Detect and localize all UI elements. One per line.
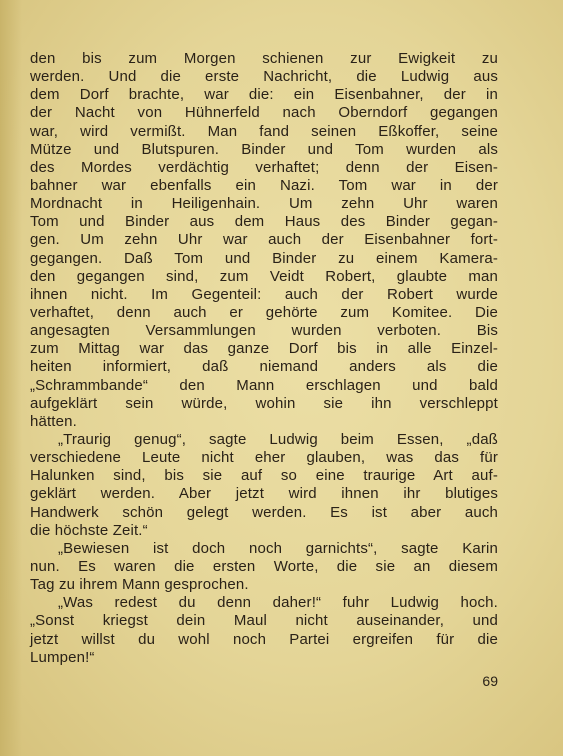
text-line: des Mordes verdächtig verhaftet; denn der Eisen-	[30, 158, 498, 176]
text-line: nun. Es waren die ersten Worte, die sie an diesem	[30, 557, 498, 575]
text-line: verhaftet, denn auch er gehörte zum Komitee. Die	[30, 303, 498, 321]
text-line: gegangen. Daß Tom und Binder zu einem Kamera-	[30, 249, 498, 267]
text-line: Halunken sind, bis sie auf so eine traurige Art auf-	[30, 467, 498, 485]
text-line: den bis zum Morgen schienen zur Ewigkeit zu	[30, 50, 498, 67]
text-line: gen. Um zehn Uhr war auch der Eisenbahner fort-	[30, 231, 498, 249]
text-line: „Traurig genug“, sagte Ludwig beim Essen, „daß	[58, 430, 498, 448]
text-line: Mordnacht in Heiligenhain. Um zehn Uhr waren	[30, 195, 498, 213]
text-line: den gegangen sind, zum Veidt Robert, glaubte man	[30, 267, 498, 285]
text-line: der Nacht von Hühnerfeld nach Oberndorf gegangen	[30, 104, 498, 122]
text-line: bahner war ebenfalls ein Nazi. Tom war in der	[30, 176, 498, 194]
body-text	[30, 50, 498, 667]
text-line: war, wird vermißt. Man fand seinen Eßkoffer, seine	[30, 122, 498, 140]
text-line: die höchste Zeit.“	[30, 521, 148, 539]
text-line: „Sonst kriegst dein Maul nicht auseinander, und	[30, 612, 498, 630]
text-line: geklärt werden. Aber jetzt wird ihnen ihr blutiges	[30, 485, 498, 503]
page-edge-shadow	[0, 0, 22, 756]
text-line: Handwerk schön gelegt werden. Es ist aber auch	[30, 503, 498, 521]
text-line: „Was redest du denn daher!“ fuhr Ludwig hoch.	[58, 594, 498, 612]
text-line: Tag zu ihrem Mann gesprochen.	[30, 576, 249, 594]
text-line: Lumpen!“	[30, 648, 95, 666]
text-line: verschiedene Leute nicht eher glauben, was das für	[30, 449, 498, 467]
text-line: aufgeklärt sein würde, wohin sie ihn verschleppt	[30, 394, 498, 412]
text-line: angesagten Versammlungen wurden verboten. Bis	[30, 322, 498, 340]
paragraph	[30, 431, 498, 540]
paragraph	[30, 50, 498, 431]
page-number: 69	[482, 673, 498, 689]
text-line: ihnen nicht. Im Gegenteil: auch der Robert wurde	[30, 285, 498, 303]
text-line: Mütze und Blutspuren. Binder und Tom wurden als	[30, 140, 498, 158]
text-line: werden. Und die erste Nachricht, die Ludwig aus	[30, 68, 498, 86]
text-line: hätten.	[30, 412, 77, 430]
text-line: „Bewiesen ist doch noch garnichts“, sagte Karin	[58, 539, 498, 557]
text-line: heiten informiert, daß niemand anders als die	[30, 358, 498, 376]
text-line: dem Dorf brachte, war die: ein Eisenbahner, der in	[30, 86, 498, 104]
paragraph	[30, 594, 498, 667]
text-line: „Schrammbande“ den Mann erschlagen und bald	[30, 376, 498, 394]
paragraph	[30, 540, 498, 594]
text-line: zum Mittag war das ganze Dorf bis in alle Einzel-	[30, 340, 498, 358]
text-line: Tom und Binder aus dem Haus des Binder gegan-	[30, 213, 498, 231]
text-line: jetzt willst du wohl noch Partei ergreifen für die	[30, 630, 498, 648]
